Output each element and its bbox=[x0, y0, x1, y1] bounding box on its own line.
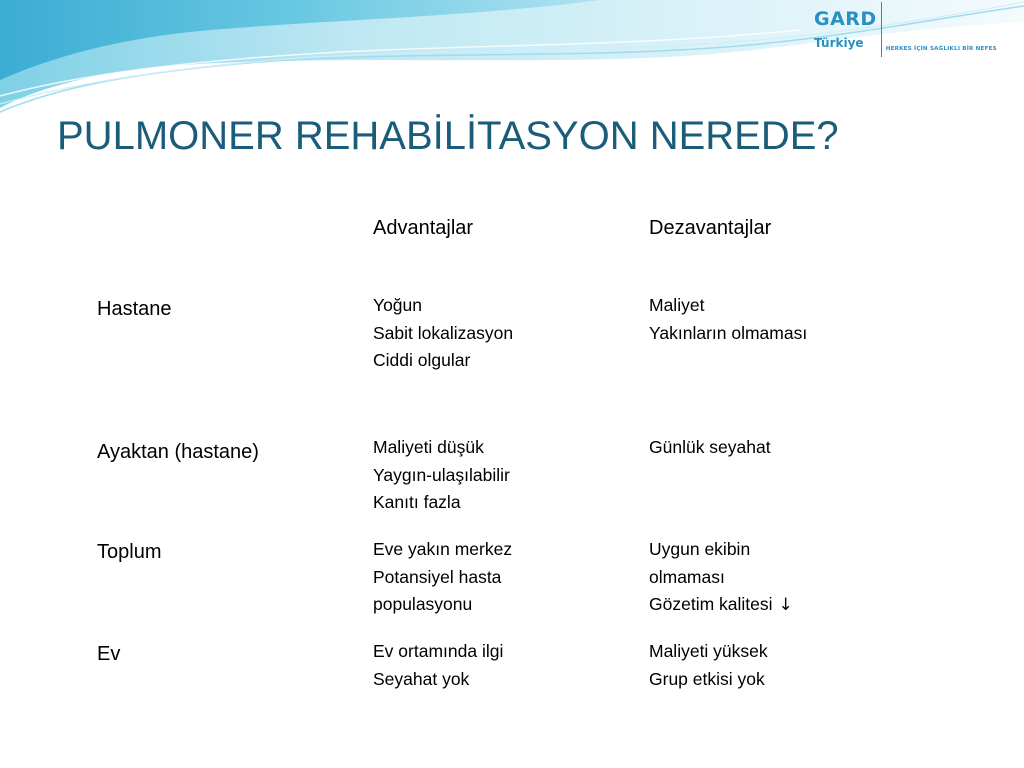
column-header-disadvantages: Dezavantajlar bbox=[649, 217, 772, 239]
list-item: Günlük seyahat bbox=[649, 437, 771, 457]
list-item: Uygun ekibin bbox=[649, 539, 751, 559]
advantages-cell-hastane bbox=[373, 292, 513, 375]
list-item: Maliyeti düşük bbox=[373, 437, 484, 457]
gard-turkiye-logo bbox=[814, 2, 997, 57]
logo-name: GARD bbox=[814, 8, 877, 30]
advantages-cell-ayaktan bbox=[373, 434, 510, 517]
advantages-cell-toplum bbox=[373, 536, 512, 619]
list-item: Yakınların olmaması bbox=[649, 322, 808, 343]
list-item: Eve yakın merkez bbox=[373, 539, 513, 559]
list-item: Potansiyel hasta bbox=[373, 566, 502, 587]
list-item: Grup etkisi yok bbox=[649, 668, 765, 689]
row-label-hastane: Hastane bbox=[97, 298, 172, 320]
list-item: populasyonu bbox=[373, 594, 473, 615]
list-item: Ciddi olgular bbox=[373, 350, 471, 371]
list-item-with-icon bbox=[649, 591, 793, 620]
slide-title: PULMONER REHABİLİTASYON NEREDE? bbox=[57, 114, 839, 158]
list-item: Sabit lokalizasyon bbox=[373, 322, 514, 343]
logo-mark bbox=[814, 2, 882, 57]
logo-country: Türkiye bbox=[814, 36, 864, 50]
column-header-advantages: Advantajlar bbox=[373, 217, 474, 239]
disadvantages-cell-hastane bbox=[649, 292, 807, 347]
row-label-ayaktan: Ayaktan (hastane) bbox=[97, 441, 259, 463]
row-label-toplum: Toplum bbox=[97, 541, 162, 563]
list-item: Yaygın-ulaşılabilir bbox=[373, 464, 510, 485]
list-item-text: Gözetim kalitesi bbox=[649, 594, 773, 615]
advantages-cell-ev bbox=[373, 638, 503, 693]
list-item: olmaması bbox=[649, 566, 725, 587]
disadvantages-cell-toplum bbox=[649, 536, 793, 620]
list-item: Maliyet bbox=[649, 295, 705, 315]
disadvantages-cell-ayaktan bbox=[649, 434, 771, 462]
row-label-ev: Ev bbox=[97, 643, 121, 665]
list-item: Maliyeti yüksek bbox=[649, 641, 768, 661]
logo-tagline: HERKES İÇİN SAĞLIKLI BİR NEFES bbox=[885, 46, 997, 52]
list-item: Ev ortamında ilgi bbox=[373, 641, 504, 661]
list-item: Kanıtı fazla bbox=[373, 492, 461, 513]
list-item: Seyahat yok bbox=[373, 668, 470, 689]
disadvantages-cell-ev bbox=[649, 638, 768, 693]
list-item: Yoğun bbox=[373, 295, 422, 315]
down-arrow-icon: ↓ bbox=[778, 595, 793, 616]
